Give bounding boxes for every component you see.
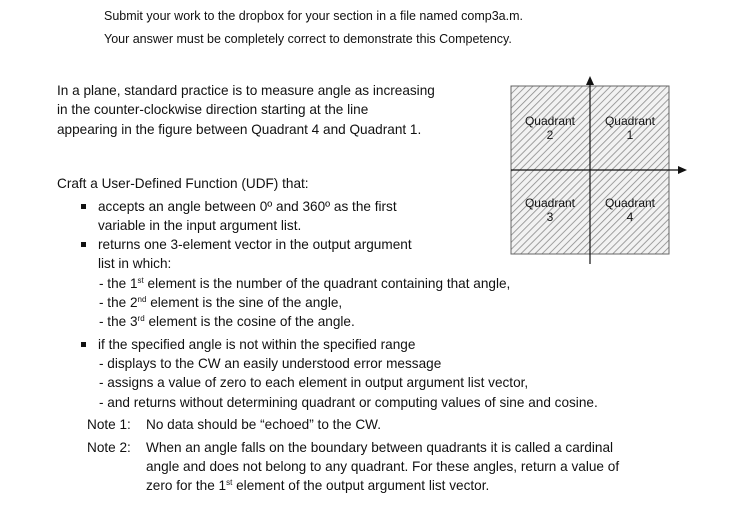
output-element-2: - the 2nd element is the sine of the angle, xyxy=(99,295,343,310)
submission-instruction: Submit your work to the dropbox for your section in a file named comp3a.m. xyxy=(104,9,523,23)
error-step: - displays to the CW an easily understood error message xyxy=(99,356,442,371)
quadrant-3-label: Quadrant xyxy=(524,196,576,210)
intro-paragraph xyxy=(57,81,435,139)
bullet-line: accepts an angle between 0º and 360º as the first xyxy=(98,199,397,214)
bullet-dot xyxy=(81,342,86,347)
quadrant-3-number: 3 xyxy=(546,210,554,224)
bullet-dot xyxy=(81,242,86,247)
note-2-line: angle and does not belong to any quadrant. For these angles, return a value of xyxy=(146,459,620,474)
vertical-axis-arrow xyxy=(586,76,594,85)
note-2-label: Note 2: xyxy=(87,440,131,455)
note-2-line: zero for the 1st element of the output argument list vector. xyxy=(146,478,490,493)
quadrant-figure xyxy=(495,74,690,266)
error-step: - assigns a value of zero to each element in output argument list vector, xyxy=(99,375,529,390)
quadrant-1-number: 1 xyxy=(626,128,634,142)
intro-line: In a plane, standard practice is to measure angle as increasing xyxy=(57,83,435,98)
quadrant-4-number: 4 xyxy=(626,210,634,224)
note-2-line: When an angle falls on the boundary between quadrants it is called a cardinal xyxy=(146,440,614,455)
quadrant-2-label: Quadrant xyxy=(524,114,576,128)
note-1-label: Note 1: xyxy=(87,417,131,432)
quadrant-1-label: Quadrant xyxy=(604,114,656,128)
quadrant-2-number: 2 xyxy=(546,128,554,142)
output-element-3: - the 3rd element is the cosine of the angle. xyxy=(99,314,355,329)
intro-line: in the counter-clockwise direction starting at the line xyxy=(57,102,369,118)
output-element-1: - the 1st element is the number of the quadrant containing that angle, xyxy=(99,276,511,291)
note-1-text: No data should be “echoed” to the CW. xyxy=(146,417,382,432)
bullet-dot xyxy=(81,204,86,209)
quadrant-4-label: Quadrant xyxy=(604,196,656,210)
bullet-line: list in which: xyxy=(98,256,172,271)
bullet-line: variable in the input argument list. xyxy=(98,218,302,233)
competency-requirement: Your answer must be completely correct to demonstrate this Competency. xyxy=(104,32,512,46)
error-step: - and returns without determining quadrant or computing values of sine and cosine. xyxy=(99,395,598,410)
bullet-line: if the specified angle is not within the specified range xyxy=(98,337,416,352)
intro-line: appearing in the figure between Quadrant 4 and Quadrant 1. xyxy=(57,121,422,137)
craft-heading: Craft a User-Defined Function (UDF) that: xyxy=(57,176,309,191)
bullet-line: returns one 3-element vector in the output argument xyxy=(98,237,412,252)
horizontal-axis-arrow xyxy=(678,166,687,174)
